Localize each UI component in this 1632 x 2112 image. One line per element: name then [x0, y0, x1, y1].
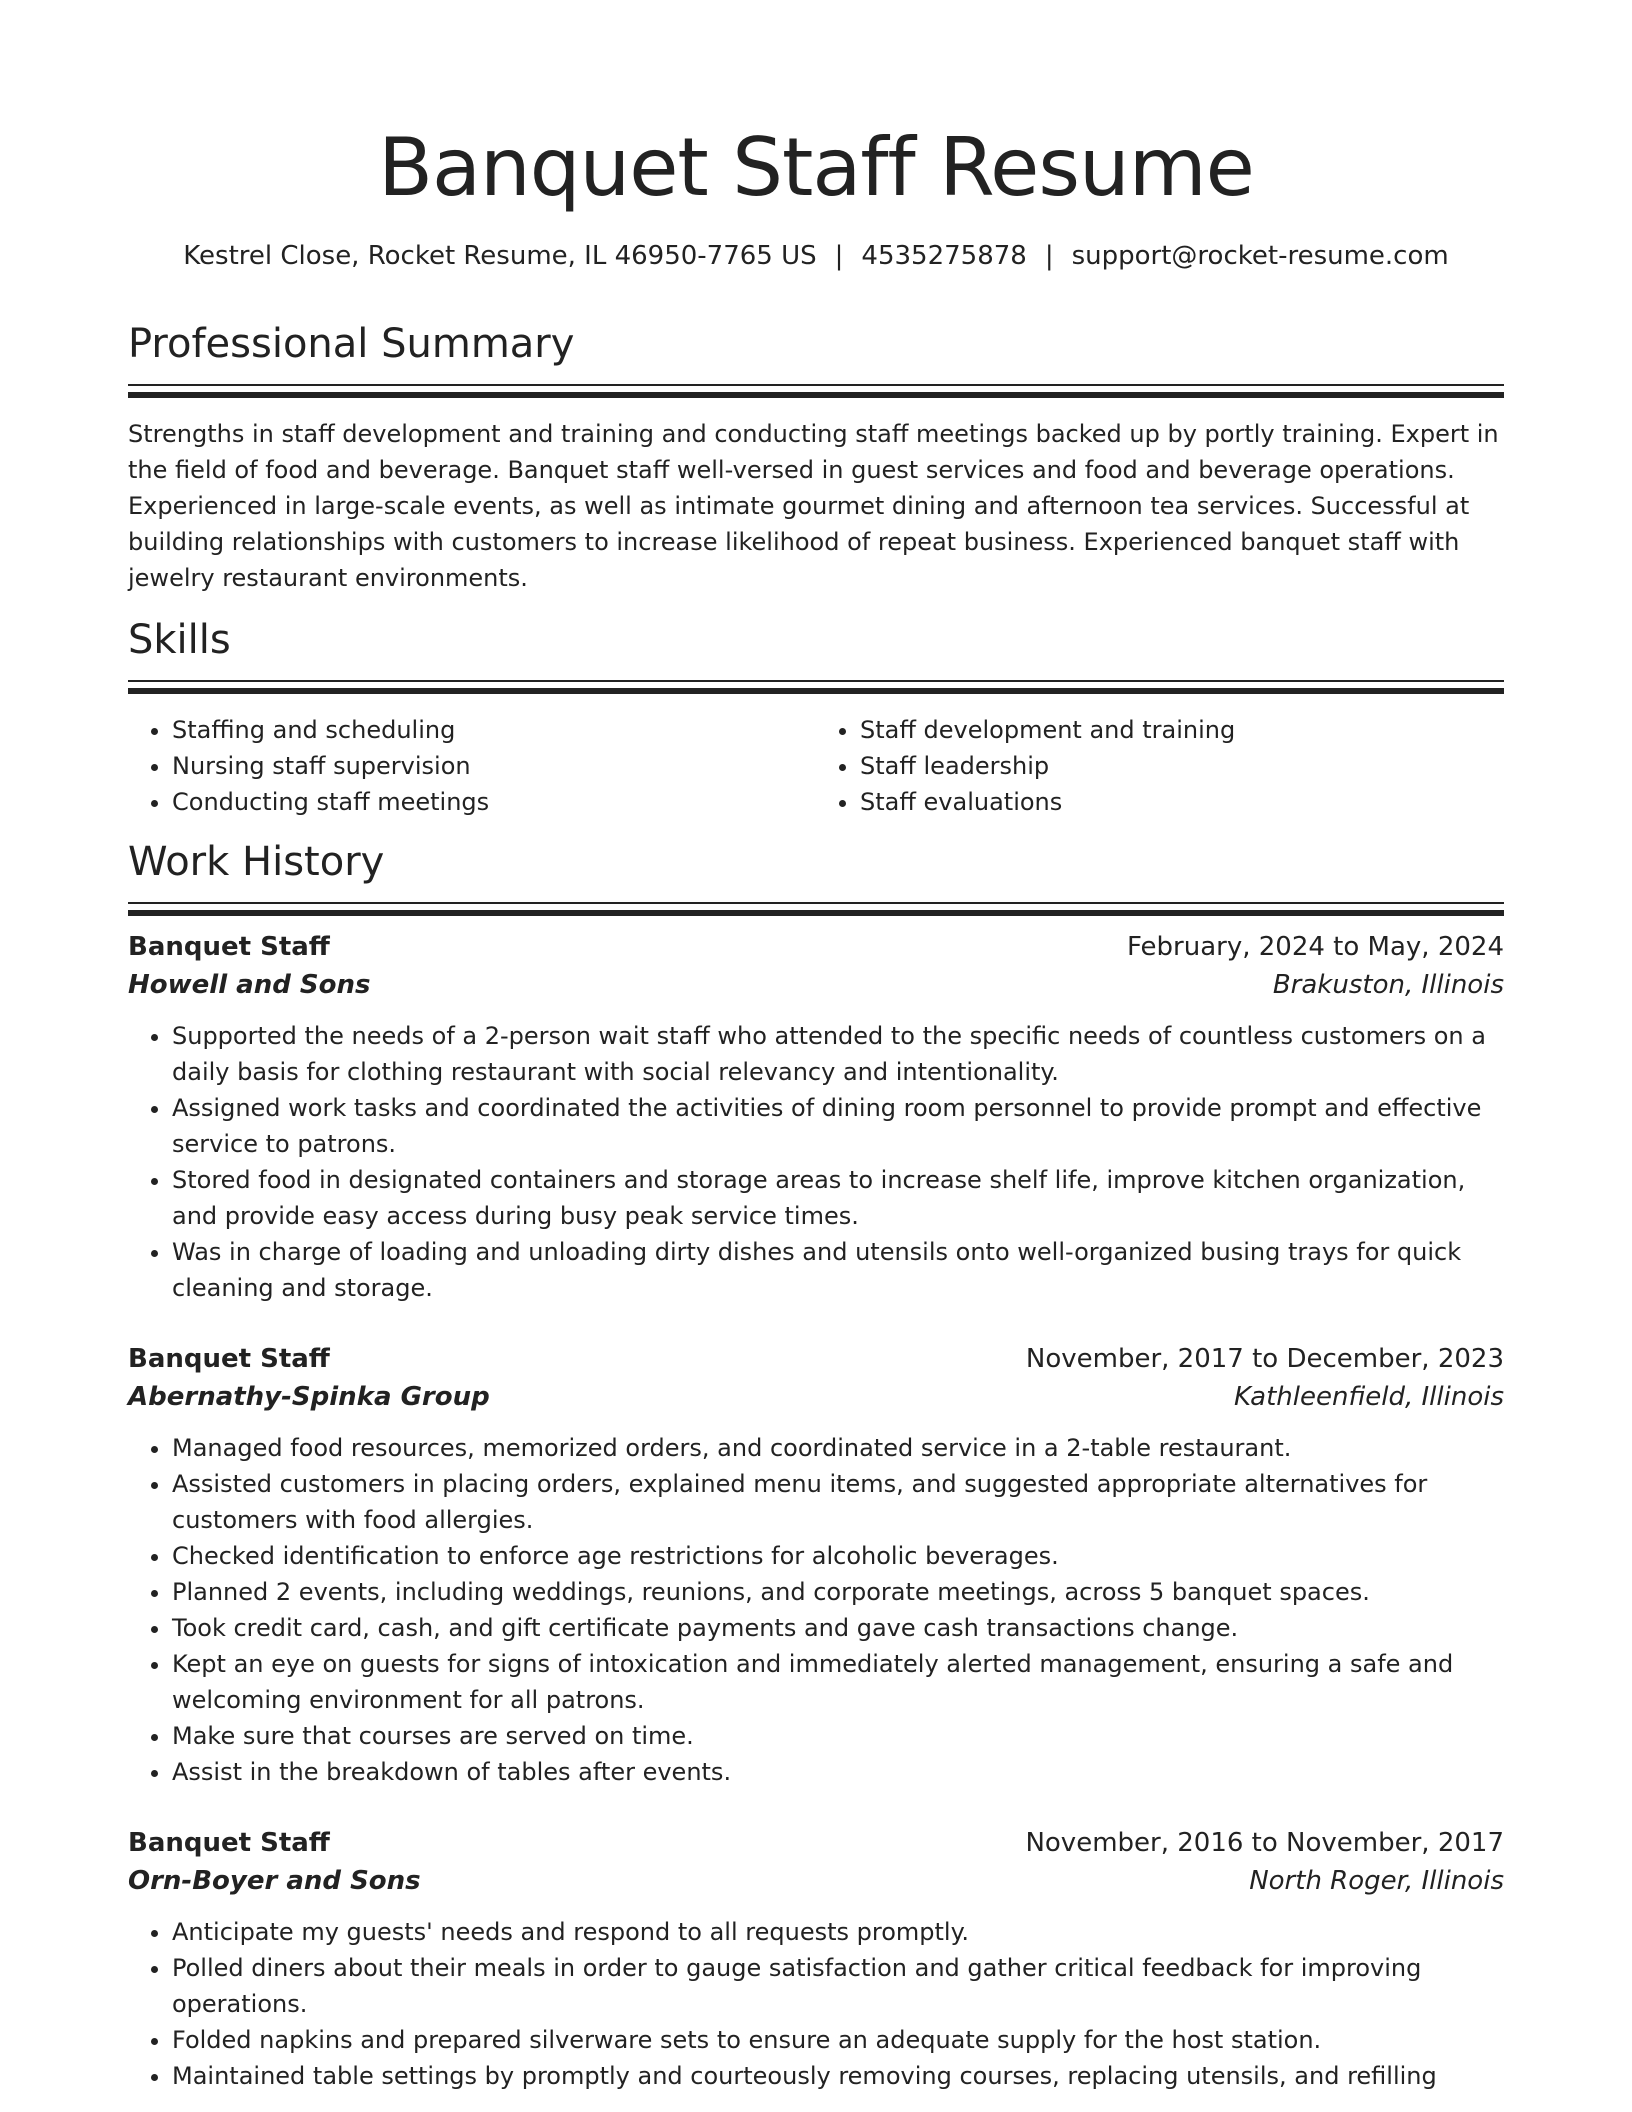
job-title: Banquet Staff [128, 1828, 330, 1858]
section-heading: Professional Summary [128, 321, 575, 367]
professional-summary-section [128, 318, 1504, 596]
job-location: Kathleenfield, Illinois [1234, 1382, 1504, 1412]
separator: | [1044, 241, 1054, 271]
job-title: Banquet Staff [128, 1344, 330, 1374]
job-bullet: • Assisted customers in placing orders, explained menu items, and suggested appropriate alternatives for customers with food allergies. [172, 1466, 1504, 1538]
job-bullet: • Make sure that courses are served on time. [172, 1718, 1504, 1754]
divider [128, 902, 1504, 904]
job-bullets [128, 1430, 1504, 1790]
job-bullet: • Stored food in designated containers and storage areas to increase shelf life, improve kitchen organization, and provide easy access during busy peak service times. [172, 1162, 1504, 1234]
job-location: North Roger, Illinois [1249, 1866, 1504, 1896]
skill-item: • Nursing staff supervision [172, 748, 816, 784]
job-location: Brakuston, Illinois [1272, 970, 1504, 1000]
job-bullet: • Was in charge of loading and unloading dirty dishes and utensils onto well-organized busing trays for quick cleaning and storage. [172, 1234, 1504, 1306]
job-bullet: • Kept an eye on guests for signs of intoxication and immediately alerted management, ensuring a safe and welcoming environment for all patrons. [172, 1646, 1504, 1718]
job-bullet: • Checked identification to enforce age restrictions for alcoholic beverages. [172, 1538, 1504, 1574]
skills-section [128, 614, 1504, 820]
job-bullet: • Assigned work tasks and coordinated the activities of dining room personnel to provide prompt and effective service to patrons. [172, 1090, 1504, 1162]
job-bullet: • Took credit card, cash, and gift certificate payments and gave cash transactions change. [172, 1610, 1504, 1646]
contact-line [128, 236, 1504, 276]
job-bullet: • Anticipate my guests' needs and respond to all requests promptly. [172, 1914, 1504, 1950]
skills-list [128, 712, 1504, 820]
section-heading: Work History [128, 839, 385, 885]
divider [128, 688, 1504, 694]
job-dates: February, 2024 to May, 2024 [1127, 932, 1504, 962]
section-heading: Skills [128, 617, 231, 663]
job-bullet: • Planned 2 events, including weddings, reunions, and corporate meetings, across 5 banquet spaces. [172, 1574, 1504, 1610]
job-entry [128, 1824, 1504, 2094]
job-company: Howell and Sons [128, 970, 371, 1000]
job-bullets [128, 1018, 1504, 1306]
job-dates: November, 2016 to November, 2017 [1025, 1828, 1504, 1858]
skill-item: • Staff evaluations [860, 784, 1504, 820]
skill-item: • Staffing and scheduling [172, 712, 816, 748]
skill-item: • Conducting staff meetings [172, 784, 816, 820]
skill-item: • Staff leadership [860, 748, 1504, 784]
job-entry [128, 1340, 1504, 1790]
skills-column-right [816, 712, 1504, 820]
job-title: Banquet Staff [128, 932, 330, 962]
divider [128, 910, 1504, 916]
work-history-section [128, 836, 1504, 916]
job-dates: November, 2017 to December, 2023 [1025, 1344, 1504, 1374]
job-bullet: • Supported the needs of a 2-person wait staff who attended to the specific needs of countless customers on a daily basis for clothing restaurant with social relevancy and intentionality. [172, 1018, 1504, 1090]
job-bullets [128, 1914, 1504, 2094]
job-bullet: • Assist in the breakdown of tables after events. [172, 1754, 1504, 1790]
skill-item: • Staff development and training [860, 712, 1504, 748]
job-bullet: • Managed food resources, memorized orders, and coordinated service in a 2-table restaurant. [172, 1430, 1504, 1466]
summary-text: Strengths in staff development and training and conducting staff meetings backed up by portly training. Expert in the field of food and beverage. Banquet staff well-versed in guest services and food and beverage operations. Experienced in large-scale events, as well as intimate gourmet dining and afternoon tea services. Successful at building relationships with customers to increase likelihood of repeat business. Experienced banquet staff with jewelry restaurant environments. [128, 420, 1499, 592]
job-bullet: • Maintained table settings by promptly and courteously removing courses, replacing utensils, and refilling [172, 2058, 1504, 2094]
divider [128, 680, 1504, 682]
job-bullet: • Polled diners about their meals in order to gauge satisfaction and gather critical feedback for improving operations. [172, 1950, 1504, 2022]
resume-title: Banquet Staff Resume [378, 121, 1254, 214]
job-company: Abernathy-Spinka Group [128, 1382, 490, 1412]
job-entry [128, 928, 1504, 1306]
divider [128, 384, 1504, 386]
job-bullet: • Folded napkins and prepared silverware sets to ensure an adequate supply for the host station. [172, 2022, 1504, 2058]
divider [128, 392, 1504, 398]
skills-column-left [128, 712, 816, 820]
email: support@rocket-resume.com [1071, 241, 1449, 271]
separator: | [834, 241, 844, 271]
address: Kestrel Close, Rocket Resume, IL 46950-7765 US [183, 241, 817, 271]
job-company: Orn-Boyer and Sons [128, 1866, 421, 1896]
phone: 4535275878 [861, 241, 1027, 271]
